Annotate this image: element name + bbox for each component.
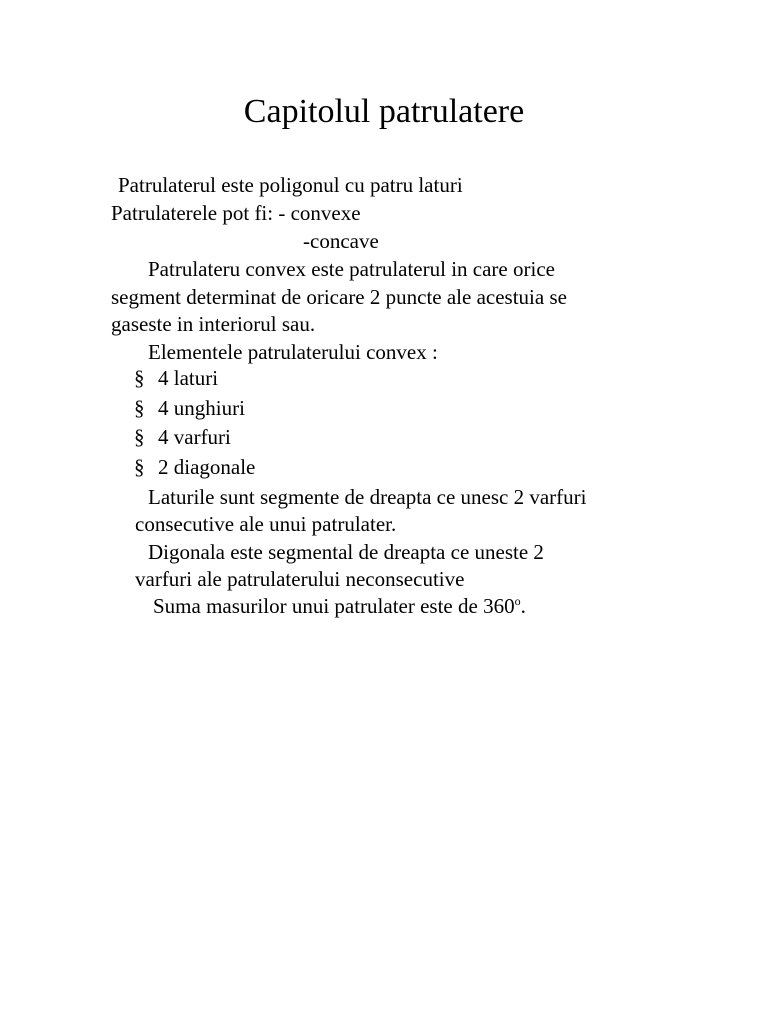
- convex-definition-line-3: gaseste in interiorul sau.: [111, 312, 316, 336]
- section-sign-icon: §: [134, 366, 145, 390]
- sides-definition-line-2: consecutive ale unui patrulater.: [135, 512, 397, 536]
- section-sign-icon: §: [134, 455, 145, 479]
- list-item: [134, 365, 218, 392]
- section-sign-icon: §: [134, 396, 145, 420]
- types-line: Patrulaterele pot fi: - convexe: [111, 201, 361, 225]
- list-item-label: 4 unghiuri: [158, 396, 245, 420]
- diagonal-definition-line-2: varfuri ale patrulaterului neconsecutive: [135, 567, 465, 591]
- angle-sum-period: .: [520, 594, 526, 618]
- definition-line: Patrulaterul este poligonul cu patru laturi: [118, 173, 463, 197]
- degree-mark: o: [514, 594, 521, 608]
- convex-definition-line-1: Patrulateru convex este patrulaterul in care orice: [148, 257, 555, 281]
- angle-sum-text: Suma masurilor unui patrulater este de 360: [153, 594, 515, 618]
- sides-definition-line-1: Laturile sunt segmente de dreapta ce unesc 2 varfuri: [148, 485, 587, 509]
- list-item-label: 4 laturi: [158, 366, 219, 390]
- angle-sum-line: [153, 593, 526, 620]
- section-sign-icon: §: [134, 425, 145, 449]
- elements-heading: Elementele patrulaterului convex :: [148, 340, 438, 364]
- page-title: Capitolul patrulatere: [243, 93, 525, 130]
- list-item: [134, 395, 245, 422]
- convex-definition-line-2: segment determinat de oricare 2 puncte ale acestuia se: [111, 285, 567, 309]
- diagonal-definition-line-1: Digonala este segmental de dreapta ce uneste 2: [148, 540, 544, 564]
- list-item: [134, 424, 231, 451]
- types-line-concave: -concave: [303, 229, 379, 253]
- list-item: [134, 454, 255, 481]
- list-item-label: 2 diagonale: [158, 455, 256, 479]
- list-item-label: 4 varfuri: [158, 425, 231, 449]
